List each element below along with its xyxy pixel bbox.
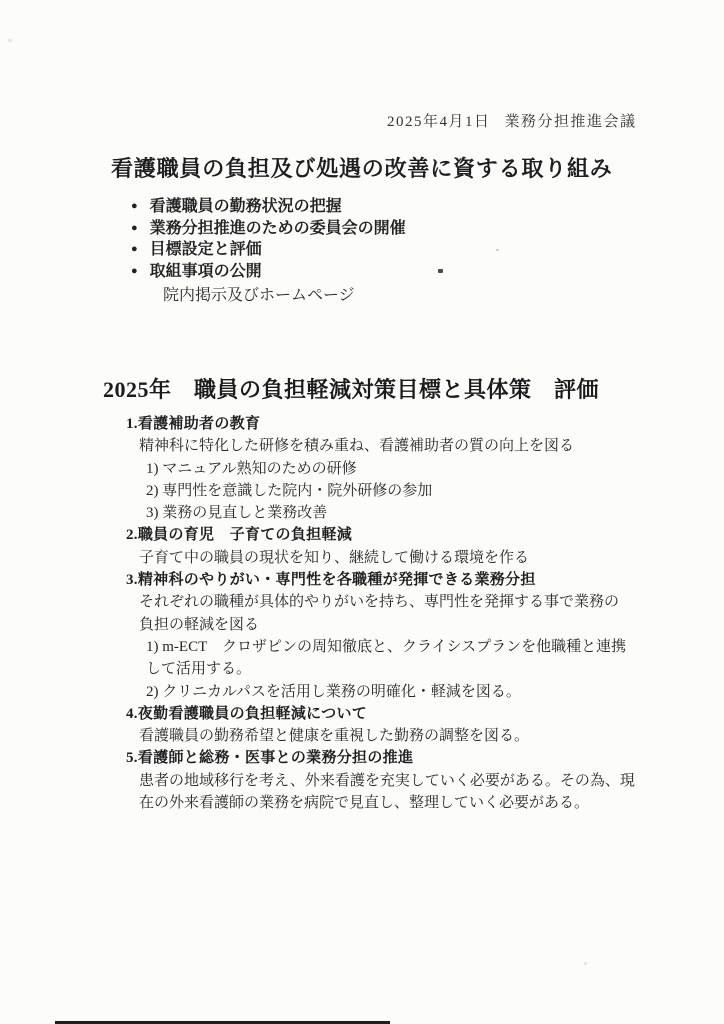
section-number: 3. (126, 572, 138, 589)
section-number: 2. (126, 527, 138, 544)
section-lead-line: 看護職員の勤務希望と健康を重視した勤務の調整を図る。 (139, 728, 530, 745)
section-lead-line: 患者の地域移行を考え、外来看護を充実していく必要がある。その為、現 (139, 772, 635, 789)
section-number: 1. (126, 416, 138, 432)
section-lead-line: それぞれの職種が具体的やりがいを持ち、専門性を発揮する事で業務の (139, 594, 620, 611)
bullet-text: 目標設定と評価 (149, 241, 262, 259)
section-item-line: 2) 専門性を意識した院内・院外研修の参加 (146, 482, 433, 499)
date-line (387, 110, 637, 131)
section-lead-line: 負担の軽減を図る (139, 616, 260, 633)
bullet-text: 業務分担推進のための委員会の開催 (149, 219, 406, 237)
section-lead-line: 子育て中の職員の現状を知り、継続して働ける環境を作る (139, 549, 530, 566)
initiatives-list (131, 196, 406, 283)
section-title (126, 413, 646, 435)
section-number: 4. (126, 705, 138, 722)
section-heading: 2025年 職員の負担軽減対策目標と具体策 評価 (103, 377, 600, 402)
section-item-line: 2) クリニカルパスを活用し業務の明確化・軽減を図る。 (146, 683, 521, 700)
section-title (126, 524, 646, 546)
scan-speck (496, 249, 499, 251)
bullet-text: 取組事項の公開 (149, 263, 262, 281)
section-title-text: 職員の育児 子育ての負担軽減 (137, 527, 353, 544)
list-item (131, 196, 406, 218)
section-title-text: 看護師と総務・医事との業務分担の推進 (137, 750, 414, 767)
list-item (131, 218, 406, 240)
bullet-icon: ● (131, 200, 138, 212)
bullet-icon: ● (131, 243, 138, 256)
section-title (126, 703, 646, 725)
section-item-line: して活用する。 (146, 661, 252, 678)
document-date: 2025年4月1日 (387, 114, 491, 130)
section-title-text: 精神科のやりがい・専門性を各職種が発揮できる業務分担 (137, 572, 536, 589)
section-item-line: 1) m-ECT クロザピンの周知徹底と、クライシスプランを他職種と連携 (146, 638, 627, 655)
list-item (131, 261, 406, 283)
scan-speck (8, 39, 12, 42)
meeting-name: 業務分担推進会議 (504, 114, 637, 130)
section-title (126, 747, 646, 769)
bullet-subnote: 院内掲示及びホームページ (163, 287, 355, 304)
section-item-line: 3) 業務の見直しと業務改善 (146, 505, 328, 522)
list-item (131, 239, 406, 261)
bullet-text: 看護職員の勤務状況の把握 (149, 198, 342, 215)
section-title-text: 夜勤看護職員の負担軽減について (137, 705, 368, 722)
sections-body (126, 413, 646, 814)
section-lead-line: 精神科に特化した研修を積み重ね、看護補助者の質の向上を図る (139, 438, 575, 455)
document-title: 看護職員の負担及び処遇の改善に資する取り組み (111, 156, 613, 181)
bullet-icon: ● (131, 265, 138, 278)
scan-speck (438, 269, 443, 273)
section-title (126, 569, 646, 591)
section-number: 5. (126, 750, 138, 767)
bullet-icon: ● (131, 221, 138, 234)
scan-speck (584, 962, 587, 965)
section-item-line: 1) マニュアル熟知のための研修 (146, 460, 357, 477)
section-title-text: 看護補助者の教育 (137, 416, 261, 432)
section-lead-line: 在の外来看護師の業務を病院で見直し、整理していく必要がある。 (139, 795, 590, 812)
